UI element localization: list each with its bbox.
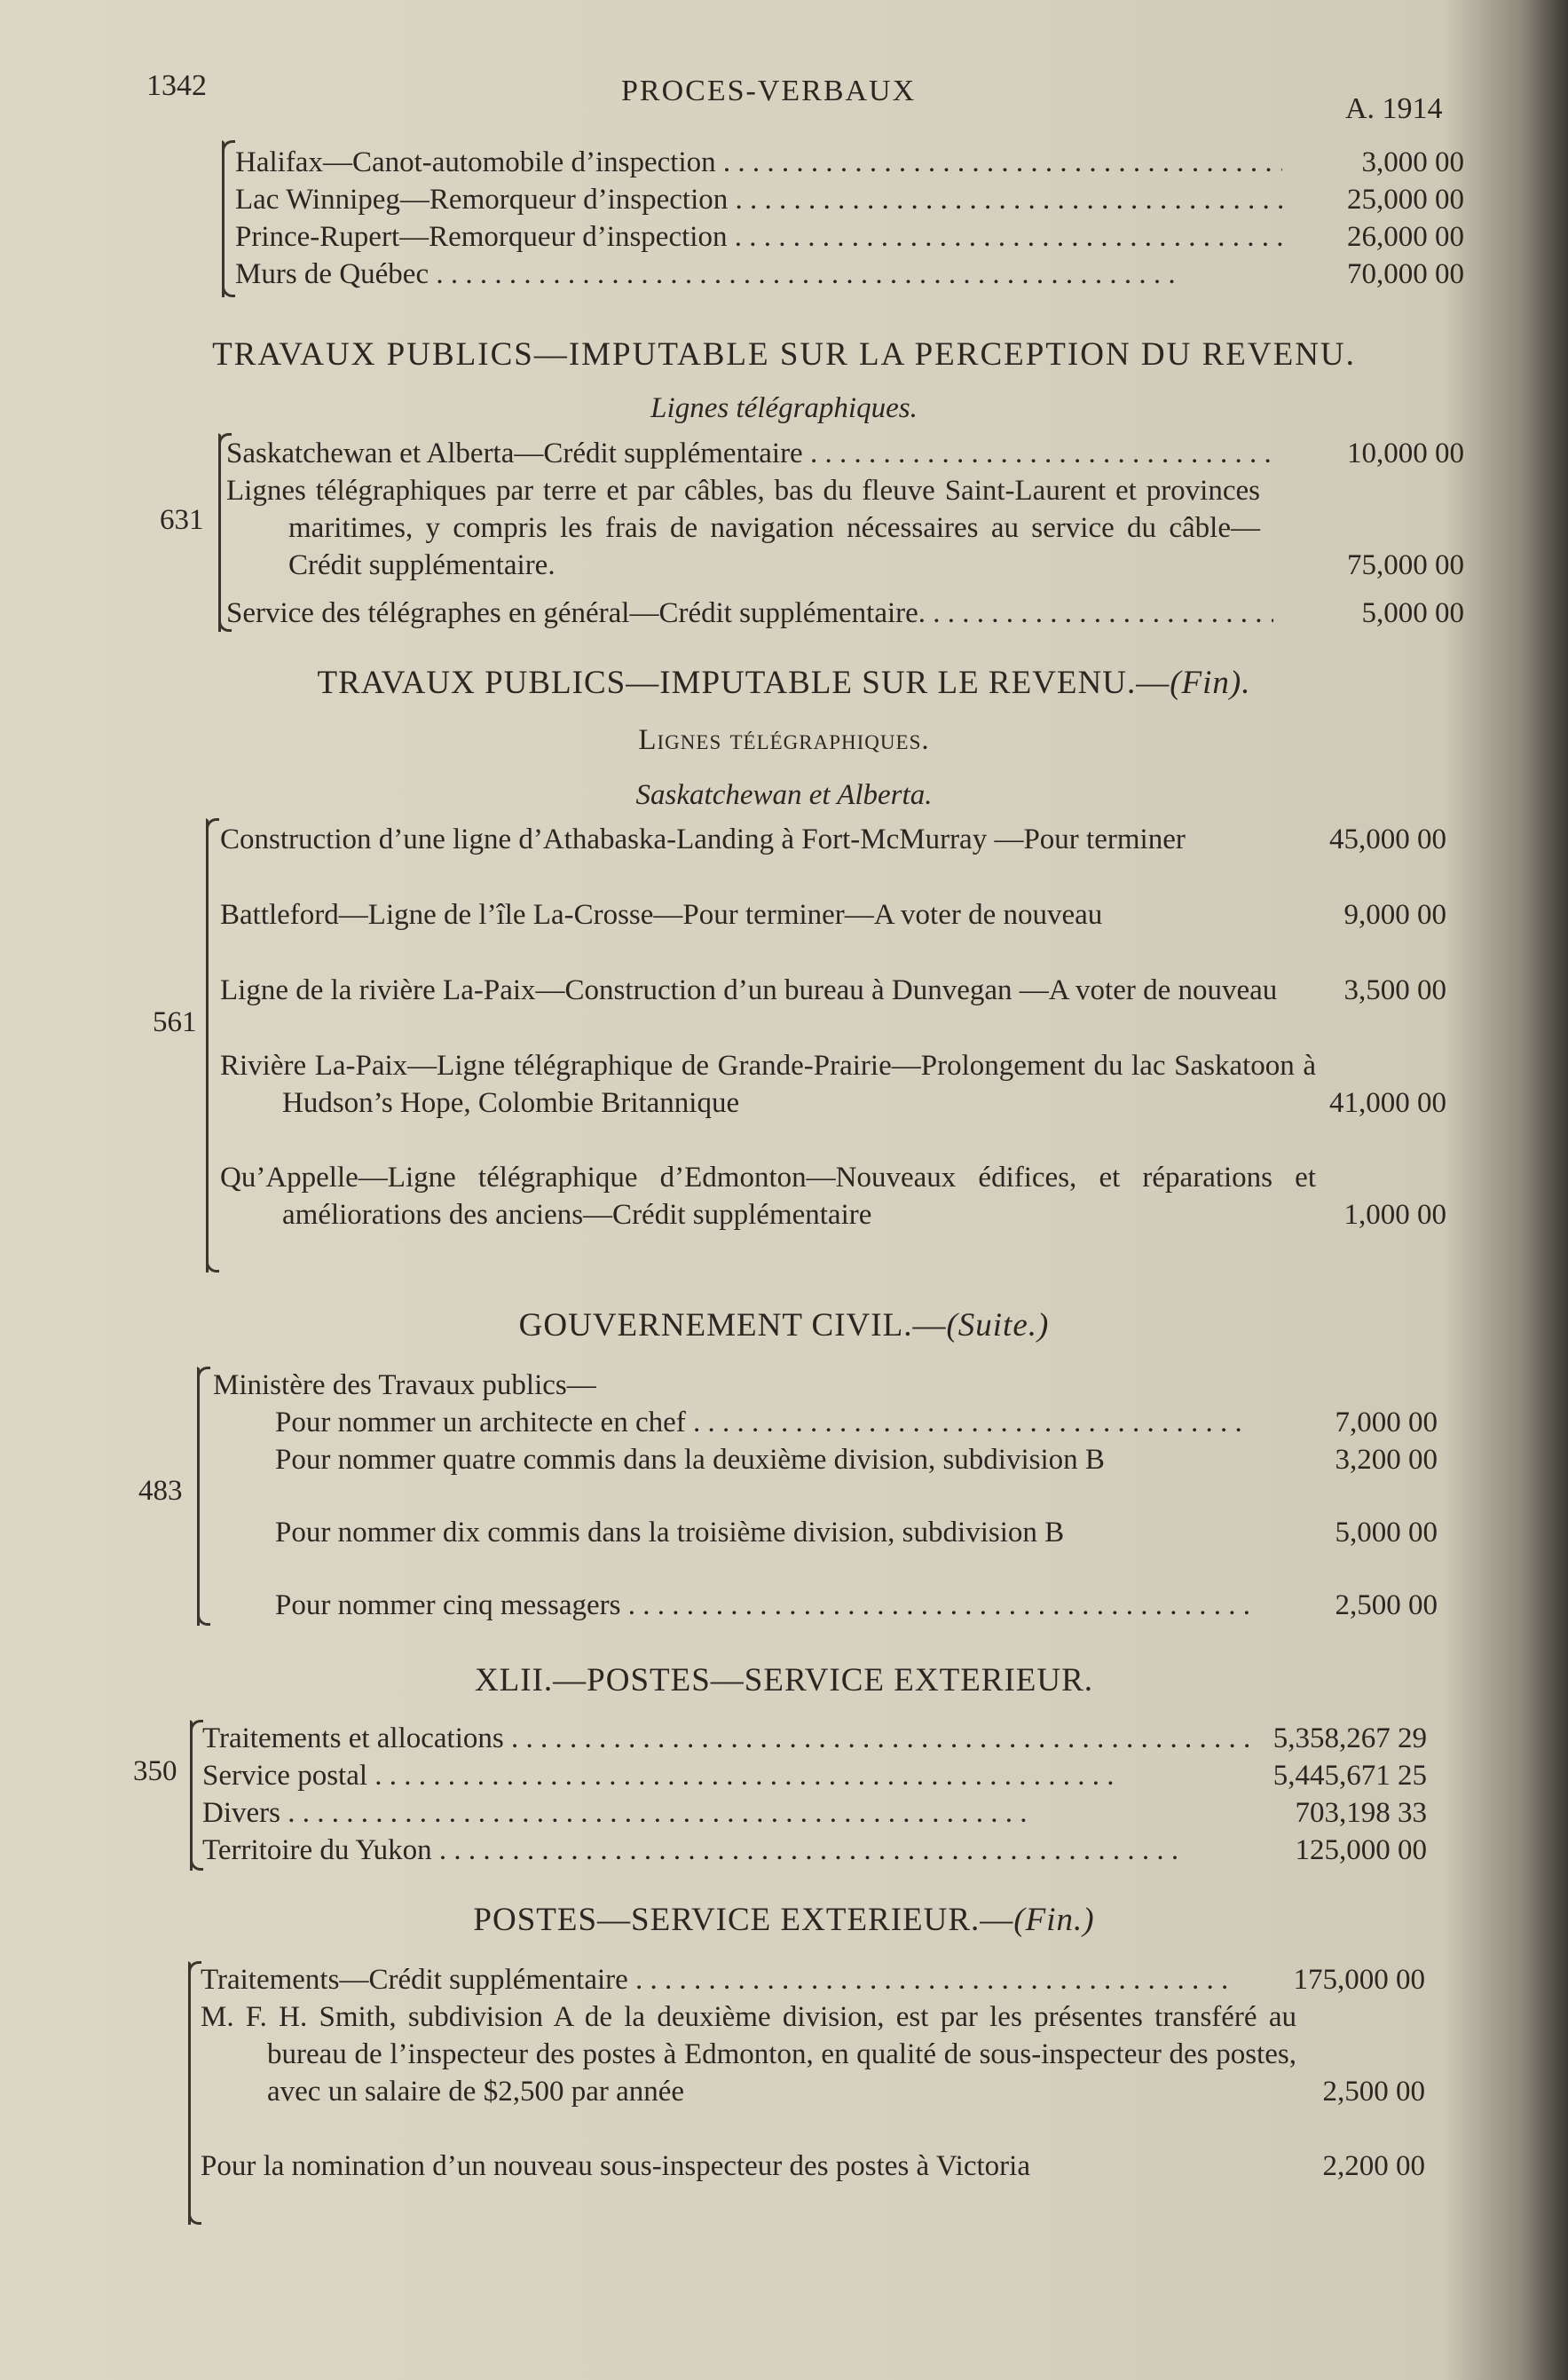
brace-group6: [188, 1961, 191, 2225]
list-item: Rivière La-Paix—Ligne télégraphique de Grande-Prairie—Prolongement du lac Saskatoon à Hudson’s Hope, Colombie Britannique 41,000 00: [220, 1050, 1446, 1119]
page-number: 1342: [146, 69, 207, 102]
list-item: Saskatchewan et Alberta—Crédit supplémentaire . . . 10,000 00: [226, 435, 1464, 472]
list-item: Pour nommer cinq messagers . . . 2,500 00: [275, 1587, 1438, 1624]
list-item: Construction d’une ligne d’Athabaska-Landing à Fort-McMurray —Pour terminer 45,000 00: [220, 824, 1446, 855]
year-label: A. 1914: [1345, 92, 1443, 125]
list-item: Halifax—Canot-automobile d’inspection . . . 3,000 00: [235, 144, 1464, 181]
section-subheading: Lignes télégraphiques.: [638, 724, 930, 756]
list-item: Ligne de la rivière La-Paix—Construction d’un bureau à Dunvegan —A voter de nouveau 3,500 00: [220, 974, 1446, 1006]
list-item: M. F. H. Smith, subdivision A de la deuxième division, est par les présentes transféré au bureau de l’inspecteur des postes à Edmonton, en qualité de sous-inspecteur des postes, avec un salaire de $2,500 par année 2,500 00: [201, 2001, 1425, 2108]
section-heading: XLII.—POSTES—SERVICE EXTERIEUR.: [474, 1662, 1094, 1698]
section-heading: GOUVERNEMENT CIVIL.—(Suite.): [518, 1307, 1050, 1344]
section-heading: TRAVAUX PUBLICS—IMPUTABLE SUR LA PERCEPTION DU REVENU.: [212, 336, 1356, 373]
section-heading: TRAVAUX PUBLICS—IMPUTABLE SUR LE REVENU.—(Fin).: [317, 665, 1251, 701]
section-subheading: Saskatchewan et Alberta.: [635, 779, 933, 811]
list-item: Pour nommer quatre commis dans la deuxième division, subdivision B 3,200 00: [275, 1444, 1438, 1476]
list-item: Lignes télégraphiques par terre et par câbles, bas du fleuve Saint-Laurent et provinces maritimes, y compris les frais de navigation nécessaires au service du câble—Crédit supplémentaire. 75,000 00: [226, 475, 1464, 581]
list-item: Service postal . . . 5,445,671 25: [202, 1757, 1427, 1794]
reference-number: 483: [138, 1475, 183, 1507]
brace-group5: [190, 1720, 193, 1871]
brace-group1: [222, 140, 225, 297]
list-item: Territoire du Yukon . . . 125,000 00: [202, 1832, 1427, 1869]
section-heading: POSTES—SERVICE EXTERIEUR.—(Fin.): [473, 1902, 1095, 1938]
page-header: [0, 62, 1568, 125]
reference-number: 350: [133, 1755, 177, 1787]
reference-number: 631: [160, 504, 204, 536]
brace-group2: [218, 433, 221, 632]
reference-number: 561: [153, 1006, 197, 1038]
section-subheading: Lignes télégraphiques.: [650, 392, 918, 424]
list-item: Pour nommer dix commis dans la troisième division, subdivision B 5,000 00: [275, 1517, 1438, 1549]
list-item: Divers . . . 703,198 33: [202, 1794, 1427, 1832]
list-item: Traitements—Crédit supplémentaire . . . 175,000 00: [201, 1961, 1425, 1998]
list-item: Qu’Appelle—Ligne télégraphique d’Edmonton—Nouveaux édifices, et réparations et améliorations des anciens—Crédit supplémentaire 1,000 00: [220, 1162, 1446, 1231]
list-item: Battleford—Ligne de l’île La-Crosse—Pour terminer—A voter de nouveau 9,000 00: [220, 899, 1446, 931]
list-item: Pour la nomination d’un nouveau sous-inspecteur des postes à Victoria 2,200 00: [201, 2150, 1425, 2182]
list-item: Service des télégraphes en général—Crédit supplémentaire. . . . 5,000 00: [226, 595, 1464, 632]
brace-group3: [206, 818, 209, 1273]
list-item: Pour nommer un architecte en chef . . . 7,000 00: [275, 1404, 1438, 1441]
brace-group4: [197, 1367, 200, 1626]
list-item: Prince-Rupert—Remorqueur d’inspection . . . 26,000 00: [235, 218, 1464, 256]
list-item: Ministère des Travaux publics—: [213, 1369, 596, 1401]
list-item: Traitements et allocations . . . 5,358,267 29: [202, 1720, 1427, 1757]
list-item: Lac Winnipeg—Remorqueur d’inspection . . . 25,000 00: [235, 181, 1464, 218]
running-title: PROCES-VERBAUX: [621, 75, 917, 107]
list-item: Murs de Québec . . . 70,000 00: [235, 256, 1464, 293]
